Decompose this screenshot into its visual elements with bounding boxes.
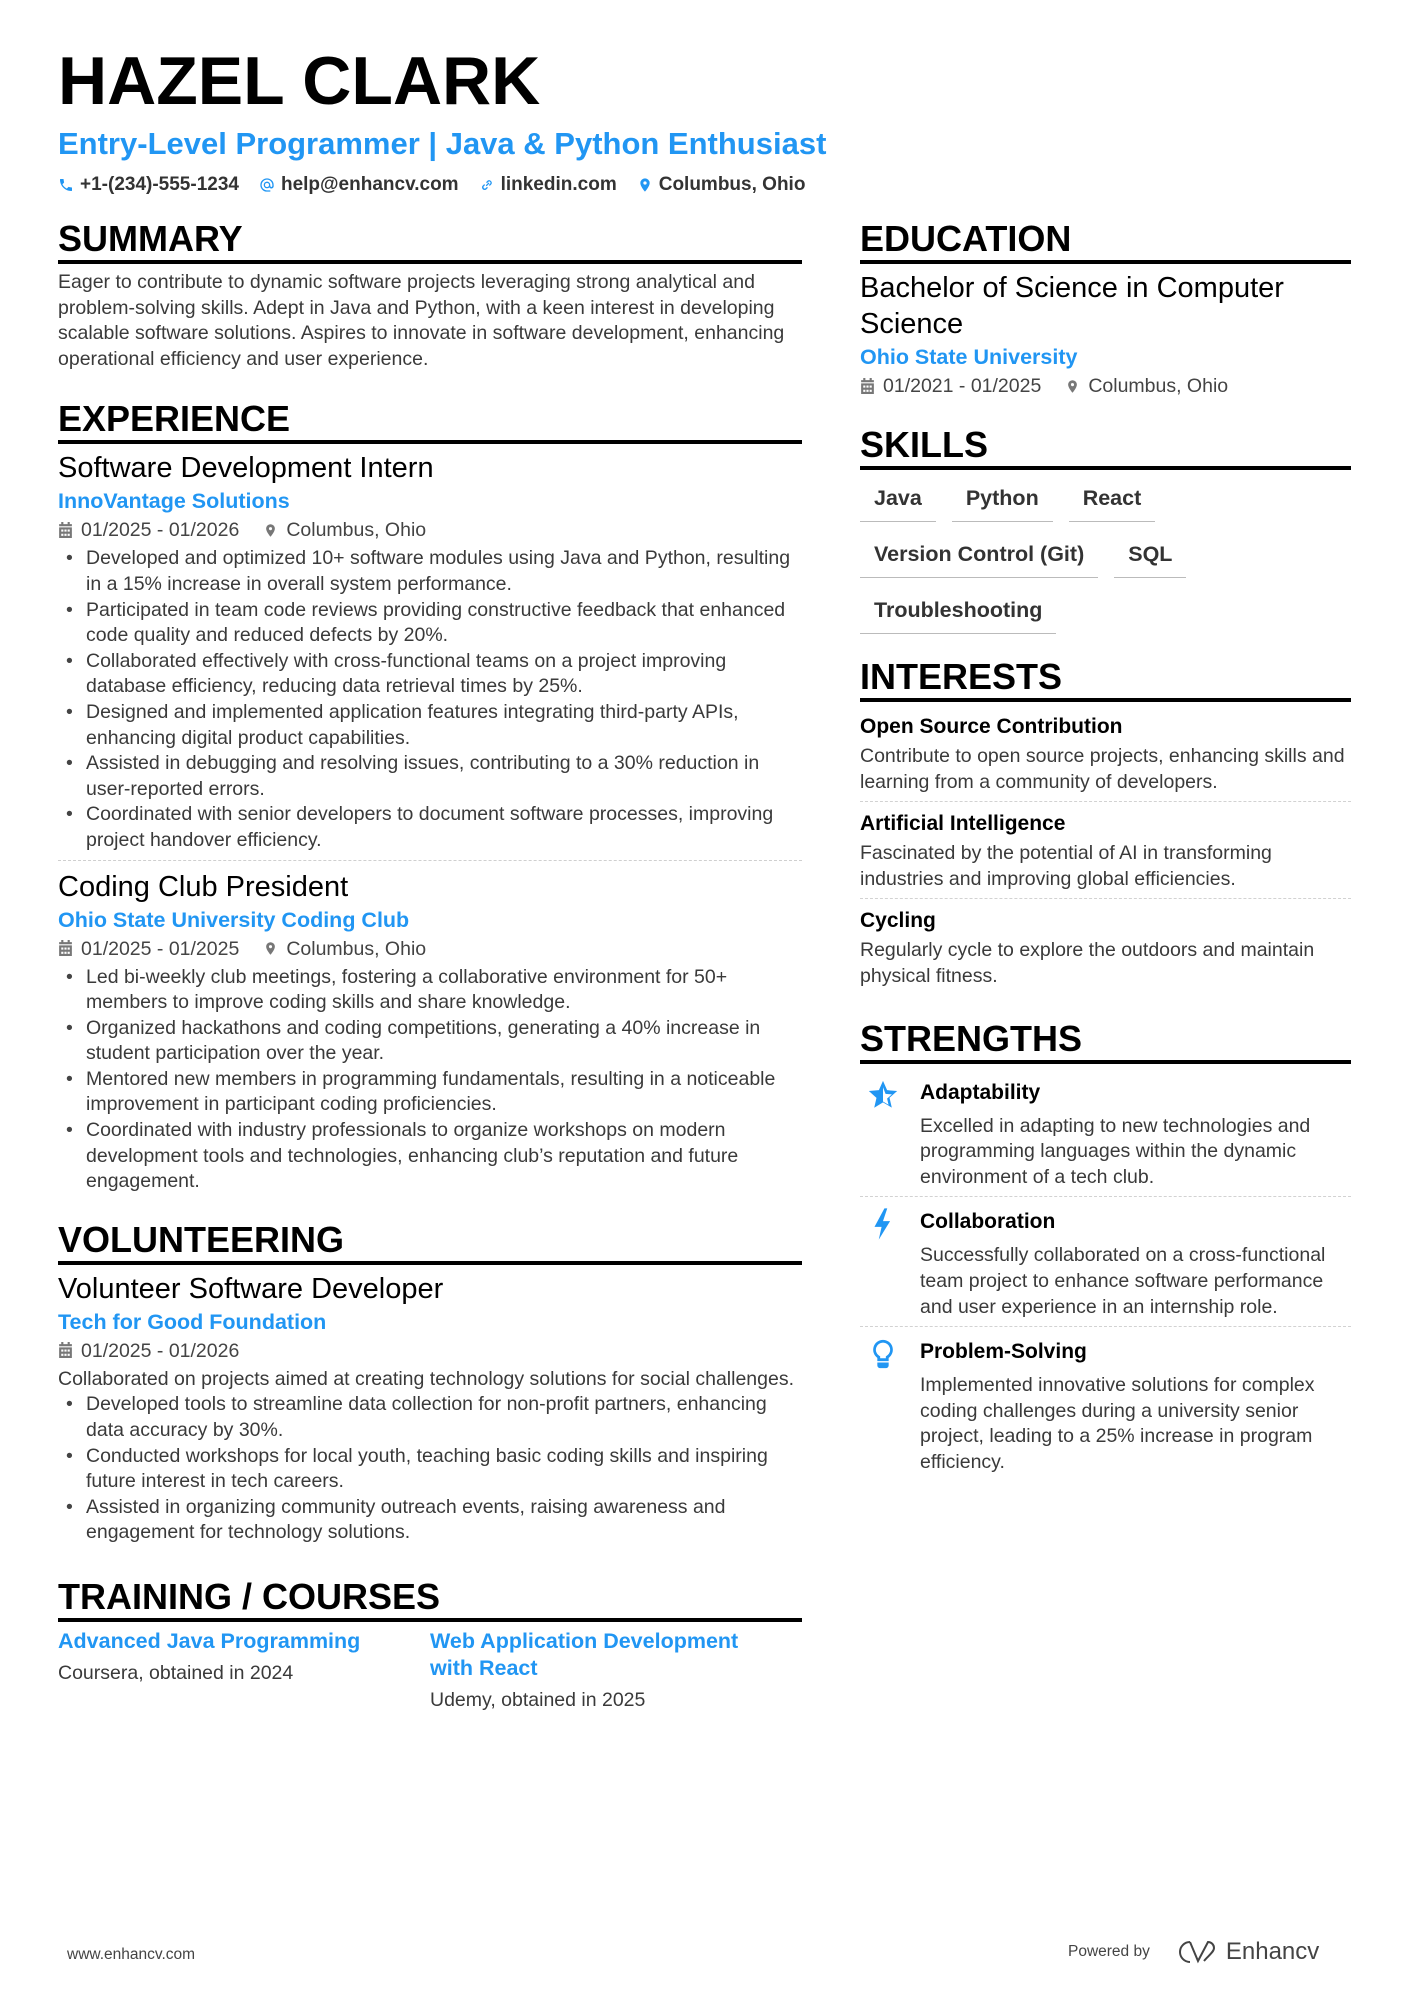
summary-text: Eager to contribute to dynamic software projects leveraging strong analytical and problem-solving skills. Adept in Java and Python, with a keen interest in developing scalable software solutions. Aspires to innovate in software development, enhancing operational efficiency and user experience. (58, 271, 785, 370)
powered-by-label: Powered by (1068, 1943, 1150, 1960)
bullet-item: • Led bi-weekly club meetings, fostering a collaborative environment for 50+ members to improve coding skills and share knowledge. (58, 965, 802, 1016)
location-icon (637, 177, 653, 193)
role-title: Software Development Intern (58, 452, 434, 485)
phone-icon (58, 177, 74, 193)
bullet-item: • Organized hackathons and coding competitions, generating a 40% increase in student participation over the year. (58, 1016, 802, 1067)
section-heading: EXPERIENCE (58, 398, 802, 444)
left-column (58, 218, 802, 1732)
bullet-item: • Coordinated with industry professionals to organize workshops on modern development tools and technologies, enhancing club’s reputation and future engagement. (58, 1118, 802, 1195)
resume-header (58, 38, 1358, 198)
bullet-list (58, 965, 802, 1195)
interest-text: Contribute to open source projects, enhancing skills and learning from a community of developers. (860, 745, 1345, 793)
bullet-item: • Mentored new members in programming fundamentals, resulting in a noticeable improvement in participant coding proficiencies. (58, 1067, 802, 1118)
bullet-item: • Coordinated with senior developers to document software processes, improving project handover efficiency. (58, 802, 802, 853)
course-item (58, 1628, 430, 1714)
section-heading: STRENGTHS (860, 1018, 1351, 1064)
strength-title: Problem-Solving (920, 1340, 1087, 1364)
location-text: Columbus, Ohio (658, 174, 806, 195)
experience-entry (58, 860, 802, 1201)
interest-title: Artificial Intelligence (860, 812, 1066, 836)
course-title: Advanced Java Programming (58, 1629, 361, 1653)
interest-text: Fascinated by the potential of AI in transforming industries and improving global efficiencies. (860, 842, 1272, 890)
section-heading: INTERESTS (860, 656, 1351, 702)
email-text: help@enhancv.com (280, 174, 459, 195)
date-range: 01/2025 - 01/2026 (58, 1337, 239, 1365)
summary-section (58, 218, 802, 372)
date-range: 01/2021 - 01/2025 (860, 372, 1041, 400)
calendar-icon (860, 378, 875, 395)
at-icon (259, 177, 275, 193)
location: Columbus, Ohio (263, 935, 426, 963)
interest-title: Cycling (860, 909, 936, 933)
volunteering-entry (58, 1271, 802, 1552)
school: Ohio State University (860, 345, 1078, 369)
interest-text: Regularly cycle to explore the outdoors and maintain physical fitness. (860, 939, 1315, 987)
strengths-section (860, 1018, 1351, 1482)
star-icon (866, 1078, 900, 1112)
brand-name: Enhancv (1225, 1938, 1320, 1965)
course-detail: Udemy, obtained in 2025 (430, 1689, 646, 1711)
strength-text: Implemented innovative solutions for complex coding challenges during a university senior project, leading to a 25% increase in program efficiency. (920, 1374, 1315, 1473)
calendar-icon (58, 522, 73, 539)
volunteering-section (58, 1219, 802, 1552)
role-title: Volunteer Software Developer (58, 1272, 444, 1305)
section-heading: SUMMARY (58, 218, 802, 264)
strength-text: Successfully collaborated on a cross-functional team project to enhance software performance and user experience in an internship role. (920, 1244, 1326, 1318)
skills-list (860, 480, 1351, 634)
brand-logo[interactable] (1176, 1938, 1319, 1966)
link-icon (479, 177, 495, 193)
course-list (58, 1628, 802, 1714)
skill-tag: React (1069, 480, 1156, 522)
entry-meta (58, 1337, 802, 1365)
linkedin-text: linkedin.com (500, 174, 617, 195)
bullet-item: • Assisted in organizing community outreach events, raising awareness and engagement for technology solutions. (58, 1495, 802, 1546)
entry-meta (860, 372, 1351, 400)
strength-item (860, 1070, 1351, 1197)
contact-linkedin[interactable] (479, 172, 617, 198)
organization: InnoVantage Solutions (58, 489, 290, 514)
role-title: Coding Club President (58, 870, 349, 903)
skill-tag: Python (952, 480, 1053, 522)
bullet-list (58, 546, 802, 853)
interest-item (860, 708, 1351, 801)
training-section (58, 1576, 802, 1714)
course-detail: Coursera, obtained in 2024 (58, 1662, 294, 1684)
location: Columbus, Ohio (1065, 372, 1228, 400)
contact-email[interactable] (259, 172, 459, 198)
bullet-item: • Developed and optimized 10+ software modules using Java and Python, resulting in a 15% increase in overall system performance. (58, 546, 802, 597)
interest-title: Open Source Contribution (860, 715, 1123, 738)
footer-website[interactable]: www.enhancv.com (67, 1946, 196, 1963)
section-heading: TRAINING / COURSES (58, 1576, 802, 1622)
organization: Ohio State University Coding Club (58, 907, 410, 932)
skill-tag: SQL (1114, 536, 1186, 578)
date-range: 01/2025 - 01/2026 (58, 516, 239, 544)
entry-meta (58, 935, 802, 963)
education-section (860, 218, 1351, 400)
lightbulb-icon (866, 1337, 900, 1371)
enhancv-logo-icon (1176, 1939, 1218, 1965)
skills-section (860, 424, 1351, 634)
bullet-item: • Assisted in debugging and resolving issues, contributing to a 30% reduction in user-reported errors. (58, 751, 802, 802)
experience-section (58, 398, 802, 1200)
interest-item (860, 801, 1351, 898)
entry-description: Collaborated on projects aimed at creating technology solutions for social challenges. (58, 1367, 795, 1390)
bullet-item: • Conducted workshops for local youth, teaching basic coding skills and inspiring future interest in tech careers. (58, 1444, 802, 1495)
interest-item (860, 898, 1351, 995)
right-column (860, 218, 1351, 1500)
course-item (430, 1628, 802, 1714)
skill-tag: Troubleshooting (860, 592, 1056, 634)
skill-tag: Java (860, 480, 936, 522)
lightning-icon (866, 1207, 900, 1241)
candidate-name: HAZEL CLARK (58, 43, 541, 119)
date-range: 01/2025 - 01/2025 (58, 935, 239, 963)
bullet-item: • Participated in team code reviews providing constructive feedback that enhanced code quality and reduced defects by 20%. (58, 598, 802, 649)
strength-item (860, 1326, 1351, 1481)
location-pin-icon (1065, 378, 1080, 395)
location-pin-icon (263, 522, 278, 539)
location: Columbus, Ohio (263, 516, 426, 544)
calendar-icon (58, 940, 73, 957)
location-pin-icon (263, 940, 278, 957)
bullet-item: • Designed and implemented application features integrating third-party APIs, enhancing digital product capabilities. (58, 700, 802, 751)
skill-tag: Version Control (Git) (860, 536, 1098, 578)
experience-entry (58, 450, 802, 859)
bullet-list (58, 1392, 802, 1546)
bullet-item: • Developed tools to streamline data collection for non-profit partners, enhancing data accuracy by 30%. (58, 1392, 802, 1443)
strength-title: Adaptability (920, 1080, 1041, 1104)
course-title: Web Application Development with React (430, 1629, 739, 1680)
contact-phone[interactable] (58, 172, 239, 198)
bullet-item: • Collaborated effectively with cross-functional teams on a project improving database efficiency, reducing data retrieval times by 25%. (58, 649, 802, 700)
phone-text: +1-(234)-555-1234 (80, 174, 239, 195)
calendar-icon (58, 1342, 73, 1359)
organization: Tech for Good Foundation (58, 1309, 327, 1334)
section-heading: VOLUNTEERING (58, 1219, 802, 1265)
entry-meta (58, 516, 802, 544)
contact-location (637, 172, 806, 198)
section-heading: EDUCATION (860, 218, 1351, 264)
footer-branding (1068, 1938, 1319, 1966)
section-heading: SKILLS (860, 424, 1351, 470)
degree: Bachelor of Science in Computer Science (860, 272, 1284, 340)
strength-text: Excelled in adapting to new technologies and programming languages within the dynamic environment of a tech club. (920, 1114, 1311, 1188)
candidate-title: Entry-Level Programmer | Java & Python Enthusiast (58, 126, 827, 161)
contact-row (58, 172, 1358, 198)
interests-section (860, 656, 1351, 996)
strength-title: Collaboration (920, 1210, 1056, 1234)
strength-item (860, 1196, 1351, 1326)
